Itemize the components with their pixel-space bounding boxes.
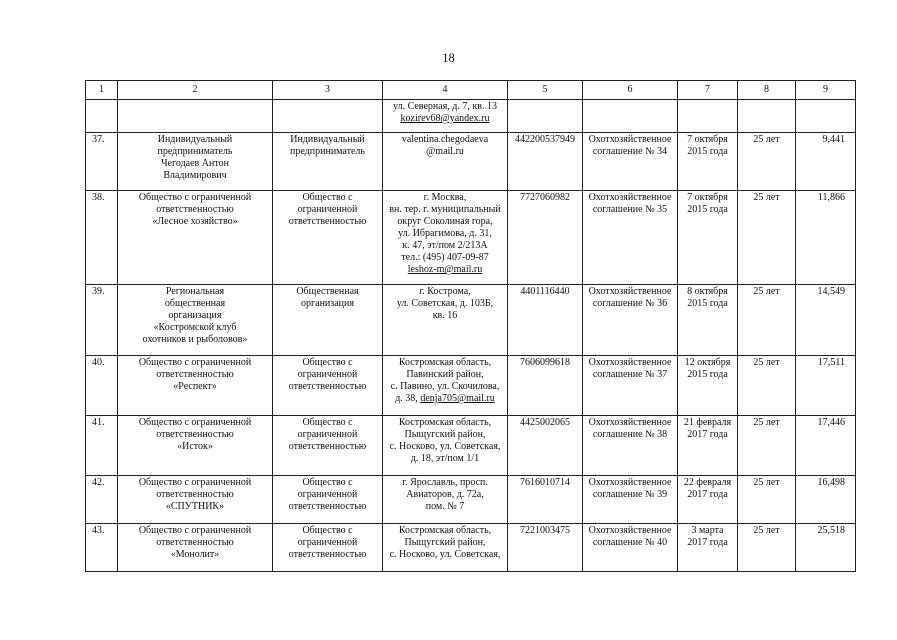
address-line: ул. Советская, д. 103Б,	[396, 298, 494, 309]
name-line: Чегодаев Антон	[161, 158, 229, 169]
form-line: ограниченной	[297, 537, 358, 548]
address-line: с. Носково, ул. Советская,	[389, 441, 501, 452]
term-cell: 25 лет	[738, 476, 796, 524]
name-line: организация	[168, 310, 222, 321]
address-line: Пыщугский район,	[404, 429, 486, 440]
address-line: Костромская область,	[398, 417, 492, 428]
date-line: 2017 года	[687, 429, 728, 440]
header-cell: 3	[273, 81, 383, 100]
hunting-agreements-table	[85, 80, 856, 572]
date-line: 3 марта	[691, 525, 724, 536]
name-line: «Монолит»	[170, 549, 220, 560]
area-cell	[796, 100, 856, 133]
date-line: 22 февраля	[683, 477, 732, 488]
date-cell	[678, 524, 738, 572]
term-cell: 25 лет	[738, 285, 796, 356]
address-line: тел.: (495) 407-09-87	[401, 252, 489, 263]
table-row	[86, 285, 856, 356]
header-cell: 2	[118, 81, 273, 100]
address-cell	[383, 285, 508, 356]
name-line: ответственностью	[156, 429, 234, 440]
name-cell	[118, 416, 273, 476]
term-cell: 25 лет	[738, 416, 796, 476]
num-cell: 40.	[86, 356, 118, 416]
address-line: valentina.chegodaeva	[401, 134, 489, 145]
email-link[interactable]: leshoz-m@mail.ru	[407, 264, 483, 275]
date-cell	[678, 100, 738, 133]
address-line: пом. № 7	[425, 501, 465, 512]
form-cell	[273, 133, 383, 191]
address-line: г. Ярославль, просп.	[402, 477, 488, 488]
inn-cell: 7616010714	[508, 476, 583, 524]
num-cell	[86, 100, 118, 133]
agreement-cell	[583, 191, 678, 285]
address-line: @mail.ru	[426, 146, 464, 157]
term-cell: 25 лет	[738, 133, 796, 191]
address-cell	[383, 356, 508, 416]
form-line: ответственностью	[288, 441, 367, 452]
term-cell: 25 лет	[738, 356, 796, 416]
address-line: с. Павино, ул. Скочилова,	[390, 381, 500, 392]
form-line: Общество с	[302, 525, 353, 536]
table-row	[86, 356, 856, 416]
num-cell: 38.	[86, 191, 118, 285]
address-line: г. Кострома,	[419, 286, 471, 297]
address-line: округ Соколиная гора,	[397, 216, 493, 227]
agreement-line: соглашение № 34	[592, 146, 668, 157]
name-cell	[118, 285, 273, 356]
form-cell	[273, 416, 383, 476]
agreement-line: соглашение № 40	[592, 537, 668, 548]
form-cell	[273, 285, 383, 356]
agreement-line: соглашение № 38	[592, 429, 668, 440]
date-line: 7 октября	[687, 134, 728, 145]
name-line: Владимирович	[163, 170, 227, 181]
date-cell	[678, 416, 738, 476]
inn-cell: 7727060982	[508, 191, 583, 285]
form-line: Общество с	[302, 477, 353, 488]
agreement-line: Охотхозяйственное	[588, 525, 672, 536]
name-line: Общество с ограниченной	[138, 477, 252, 488]
agreement-line: Охотхозяйственное	[588, 417, 672, 428]
date-cell	[678, 356, 738, 416]
address-line: г. Москва,	[423, 192, 467, 203]
name-line: охотников и рыболовов»	[142, 334, 248, 345]
address-line: к. 47, эт/пом 2/213А	[402, 240, 488, 251]
address-line: Костромская область,	[398, 357, 492, 368]
page-number: 18	[442, 51, 455, 65]
agreement-line: соглашение № 35	[592, 204, 668, 215]
address-cell	[383, 191, 508, 285]
date-line: 8 октября	[687, 286, 728, 297]
term-cell: 25 лет	[738, 524, 796, 572]
num-cell: 39.	[86, 285, 118, 356]
inn-cell	[508, 100, 583, 133]
name-line: «Костромской клуб	[153, 322, 237, 333]
form-cell	[273, 100, 383, 133]
address-cell	[383, 416, 508, 476]
address-line: ул. Северная, д. 7, кв. 13	[393, 101, 497, 112]
header-cell: 1	[86, 81, 118, 100]
address-line: Павинский район,	[406, 369, 484, 380]
name-cell	[118, 100, 273, 133]
form-line: ограниченной	[297, 429, 358, 440]
agreement-line: Охотхозяйственное	[588, 357, 672, 368]
name-line: «Лесное хозяйство»	[152, 216, 238, 227]
name-line: ответственностью	[156, 369, 234, 380]
address-cell	[383, 100, 508, 133]
agreement-cell	[583, 133, 678, 191]
date-line: 2015 года	[687, 146, 728, 157]
form-line: Общественная	[296, 286, 359, 297]
address-cell	[383, 476, 508, 524]
inn-cell: 4401116440	[508, 285, 583, 356]
address-line: д. 38,	[395, 393, 418, 404]
form-line: Общество с	[302, 357, 353, 368]
form-line: ограниченной	[297, 204, 358, 215]
table-row	[86, 524, 856, 572]
form-line: ответственностью	[288, 216, 367, 227]
address-line-with-email	[385, 393, 505, 405]
header-cell: 7	[678, 81, 738, 100]
form-line: ограниченной	[297, 369, 358, 380]
num-cell: 42.	[86, 476, 118, 524]
name-line: «Респект»	[173, 381, 217, 392]
form-line: ответственностью	[288, 501, 367, 512]
name-cell	[118, 191, 273, 285]
name-line: ответственностью	[156, 489, 234, 500]
name-line: Общество с ограниченной	[138, 525, 252, 536]
agreement-cell	[583, 524, 678, 572]
date-line: 2015 года	[687, 204, 728, 215]
name-line: ответственностью	[156, 537, 234, 548]
date-line: 7 октября	[687, 192, 728, 203]
agreement-line: Охотхозяйственное	[588, 286, 672, 297]
address-line: Костромская область,	[398, 525, 492, 536]
area-cell: 16,498	[796, 476, 856, 524]
form-cell	[273, 524, 383, 572]
inn-cell: 7606099618	[508, 356, 583, 416]
address-line: с. Носково, ул. Советская,	[389, 549, 501, 560]
name-line: предприниматель	[157, 146, 233, 157]
address-line: ул. Ибрагимова, д. 31,	[398, 228, 492, 239]
agreement-line: соглашение № 37	[592, 369, 668, 380]
agreement-cell	[583, 416, 678, 476]
header-cell: 6	[583, 81, 678, 100]
date-line: 2015 года	[687, 298, 728, 309]
num-cell: 37.	[86, 133, 118, 191]
table-row	[86, 416, 856, 476]
agreement-line: Охотхозяйственное	[588, 192, 672, 203]
agreement-line: соглашение № 39	[592, 489, 668, 500]
name-cell	[118, 133, 273, 191]
address-line: Авиаторов, д. 72а,	[406, 489, 484, 500]
name-line: Общество с ограниченной	[138, 192, 252, 203]
form-cell	[273, 356, 383, 416]
name-cell	[118, 524, 273, 572]
term-cell: 25 лет	[738, 191, 796, 285]
date-line: 21 февраля	[683, 417, 732, 428]
table-row	[86, 133, 856, 191]
term-cell	[738, 100, 796, 133]
header-row	[86, 81, 856, 100]
form-cell	[273, 476, 383, 524]
form-line: предприниматель	[290, 146, 365, 157]
area-cell: 11,866	[796, 191, 856, 285]
name-line: Общество с ограниченной	[138, 357, 252, 368]
date-cell	[678, 191, 738, 285]
area-cell: 9,441	[796, 133, 856, 191]
num-cell: 43.	[86, 524, 118, 572]
agreement-line: соглашение № 36	[592, 298, 668, 309]
area-cell: 17,511	[796, 356, 856, 416]
address-cell	[383, 524, 508, 572]
name-line: «СПУТНИК»	[165, 501, 225, 512]
header-cell: 8	[738, 81, 796, 100]
email-link[interactable]: denja705@mail.ru	[420, 393, 495, 404]
inn-cell: 4425002065	[508, 416, 583, 476]
form-line: Индивидуальный	[290, 134, 365, 145]
name-line: ответственностью	[156, 204, 234, 215]
date-line: 2015 года	[687, 369, 728, 380]
address-line: кв. 16	[432, 310, 458, 321]
email-link[interactable]: kozirev68@yandex.ru	[400, 113, 490, 124]
name-cell	[118, 356, 273, 416]
area-cell: 25,518	[796, 524, 856, 572]
address-line: Пыщугский район,	[404, 537, 486, 548]
table-row	[86, 476, 856, 524]
name-line: Региональная	[165, 286, 225, 297]
date-line: 2017 года	[687, 537, 728, 548]
date-line: 2017 года	[687, 489, 728, 500]
continued-row	[86, 100, 856, 133]
table-row	[86, 191, 856, 285]
form-line: Общество с	[302, 417, 353, 428]
date-cell	[678, 285, 738, 356]
name-line: общественная	[164, 298, 226, 309]
form-line: ответственностью	[288, 549, 367, 560]
form-line: организация	[301, 298, 354, 309]
inn-cell: 7221003475	[508, 524, 583, 572]
form-line: ограниченной	[297, 489, 358, 500]
date-cell	[678, 133, 738, 191]
agreement-cell	[583, 356, 678, 416]
date-line: 12 октября	[684, 357, 731, 368]
agreement-cell	[583, 285, 678, 356]
inn-cell: 442200537949	[508, 133, 583, 191]
address-line: д. 18, эт/пом 1/1	[410, 453, 480, 464]
date-cell	[678, 476, 738, 524]
header-cell: 9	[796, 81, 856, 100]
agreement-line: Охотхозяйственное	[588, 134, 672, 145]
header-cell: 4	[383, 81, 508, 100]
agreement-cell	[583, 100, 678, 133]
header-cell: 5	[508, 81, 583, 100]
agreement-line: Охотхозяйственное	[588, 477, 672, 488]
form-line: ответственностью	[288, 381, 367, 392]
form-cell	[273, 191, 383, 285]
address-cell	[383, 133, 508, 191]
name-cell	[118, 476, 273, 524]
name-line: Общество с ограниченной	[138, 417, 252, 428]
address-line: вн. тер. г. муниципальный	[389, 204, 501, 215]
area-cell: 17,446	[796, 416, 856, 476]
name-line: Индивидуальный	[157, 134, 233, 145]
agreement-cell	[583, 476, 678, 524]
num-cell: 41.	[86, 416, 118, 476]
name-line: «Исток»	[177, 441, 213, 452]
table-body	[86, 81, 856, 572]
area-cell: 14,549	[796, 285, 856, 356]
form-line: Общество с	[302, 192, 353, 203]
